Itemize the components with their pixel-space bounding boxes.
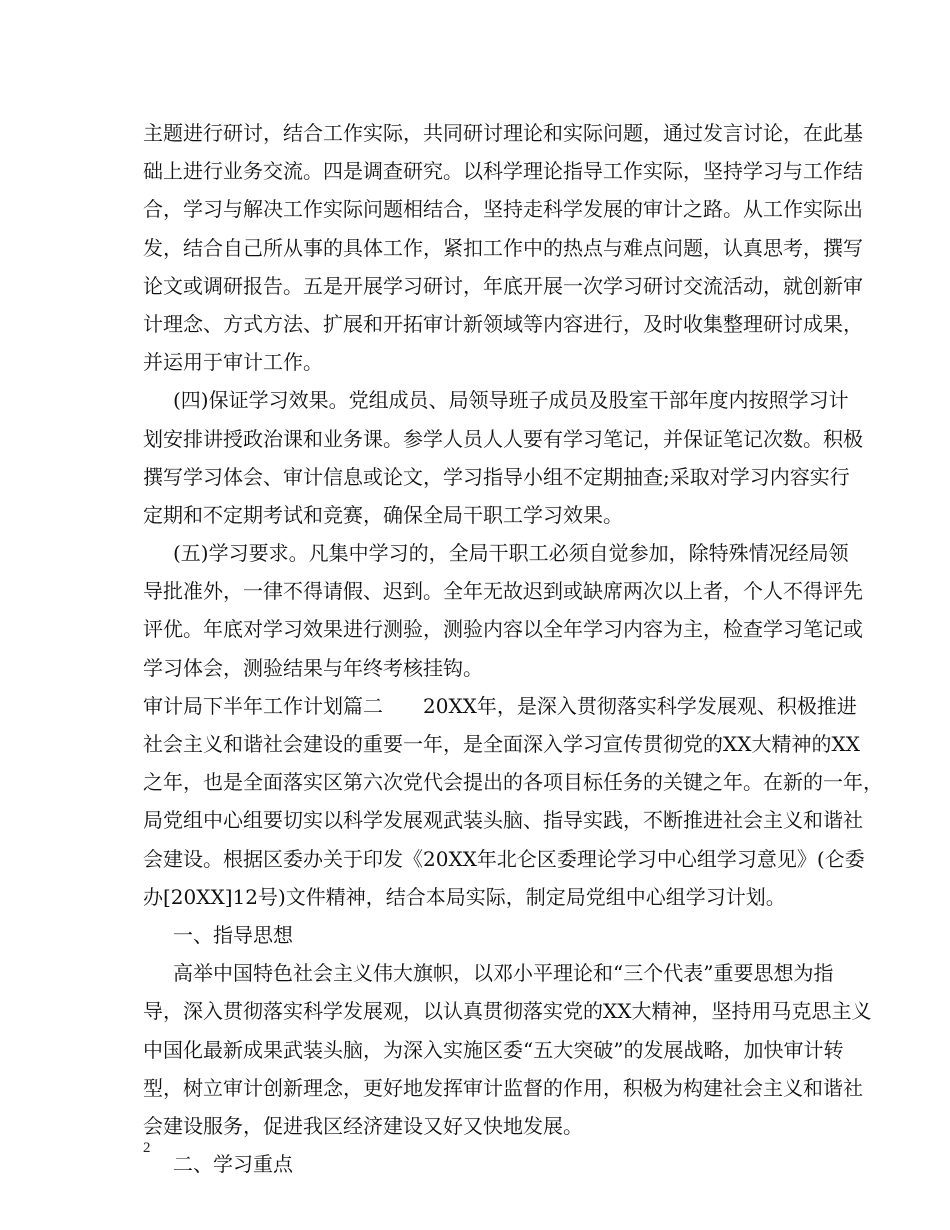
- text-line: 撰写学习体会、审计信息或论文，学习指导小组不定期抽查;采取对学习内容实行: [143, 464, 850, 489]
- text-line: 论文或调研报告。五是开展学习研讨，年底开展一次学习研讨交流活动，就创新审: [143, 273, 863, 298]
- text-line: 之年，也是全面落实区第六次党代会提出的各项目标任务的关键之年。在新的一年，: [143, 770, 883, 795]
- text-line: 定期和不定期考试和竞赛，确保全局干职工学习效果。: [143, 502, 623, 527]
- text-line: 础上进行业务交流。四是调查研究。以科学理论指导工作实际，坚持学习与工作结: [143, 159, 863, 184]
- text-line: 社会主义和谐社会建设的重要一年，是全面深入学习宣传贯彻党的XX大精神的XX: [143, 732, 860, 756]
- page-number: 2: [143, 1140, 151, 1156]
- text-line: 计理念、方式方法、扩展和开拓审计新领域等内容进行，及时收集整理研讨成果，: [143, 311, 863, 336]
- text-line: 局党组中心组要切实以科学发展观武装头脑、指导实践，不断推进社会主义和谐社: [143, 808, 863, 833]
- text-line: (五)学习要求。凡集中学习的，全局干职工必须自觉参加，除特殊情况经局领: [173, 541, 849, 566]
- section-heading: 一、指导思想: [173, 922, 293, 947]
- text-line: 型，树立审计创新理念，更好地发挥审计监督的作用，积极为构建社会主义和谐社: [143, 1075, 863, 1100]
- text-line: 会建设服务，促进我区经济建设又好又快地发展。: [143, 1113, 583, 1138]
- text-line: 审计局下半年工作计划篇二 20XX年，是深入贯彻落实科学发展观、积极推进: [143, 693, 857, 718]
- text-line: 会建设。根据区委办关于印发《20XX年北仑区委理论学习中心组学习意见》(仑委: [143, 846, 865, 871]
- text-line: 并运用于审计工作。: [143, 350, 323, 375]
- section-heading: 二、学习重点: [173, 1152, 293, 1177]
- text-line: 主题进行研讨，结合工作实际，共同研讨理论和实际问题，通过发言讨论，在此基: [143, 121, 863, 145]
- text-line: 发，结合自己所从事的具体工作，紧扣工作中的热点与难点问题，认真思考，撰写: [143, 235, 863, 260]
- text-line: 导，深入贯彻落实科学发展观，以认真贯彻落实党的XX大精神，坚持用马克思主义: [143, 999, 872, 1024]
- body-text: [143, 114, 883, 1183]
- text-line: 评优。年底对学习效果进行测验，测验内容以全年学习内容为主，检查学习笔记或: [143, 617, 863, 642]
- text-line: 学习体会，测验结果与年终考核挂钩。: [143, 655, 483, 680]
- text-line: 高举中国特色社会主义伟大旗帜，以邓小平理论和“三个代表”重要思想为指: [173, 961, 834, 986]
- text-line: 办[20XX]12号)文件精神，结合本局实际，制定局党组中心组学习计划。: [143, 884, 786, 909]
- text-line: (四)保证学习效果。党组成员、局领导班子成员及股室干部年度内按照学习计: [173, 388, 849, 413]
- text-line: 中国化最新成果武装头脑，为深入实施区委“五大突破”的发展战略，加快审计转: [143, 1037, 844, 1062]
- text-line: 划安排讲授政治课和业务课。参学人员人人要有学习笔记，并保证笔记次数。积极: [143, 426, 863, 451]
- text-line: 导批准外，一律不得请假、迟到。全年无故迟到或缺席两次以上者，个人不得评先: [143, 579, 863, 604]
- text-line: 合，学习与解决工作实际问题相结合，坚持走科学发展的审计之路。从工作实际出: [143, 197, 863, 222]
